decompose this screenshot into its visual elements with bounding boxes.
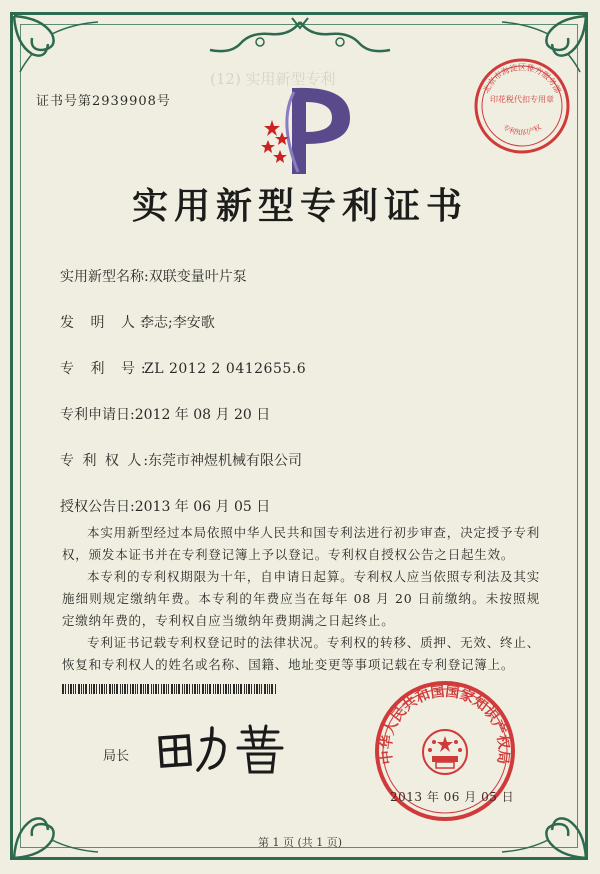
tax-stamp-seal: [472, 56, 572, 156]
top-seal-ring-text: 北京市海淀区雅方服务部: [481, 63, 563, 95]
field-filing-date: [60, 404, 270, 424]
field-utility-name: [60, 266, 247, 286]
body-paragraph: 本专利的专利权期限为十年，自申请日起算。专利权人应当依照专利法及其实施细则规定缴纳年费。本专利的年费应当在每年 08 月 20 日前缴纳。未按照规定缴纳年费的，专利权自应当缴纳年费期满之日起终止。: [62, 569, 540, 628]
field-patentee: [60, 450, 302, 470]
certificate-title: 实用新型专利证书: [131, 185, 468, 227]
top-seal-center-text: 印花税代扣专用章: [490, 95, 554, 104]
utility-name-value: 双联变量叶片泵: [148, 269, 247, 285]
utility-name-label: 实用新型名称:: [60, 269, 149, 285]
page-number: 第 1 页 (共 1 页): [257, 836, 343, 849]
patent-number-value: ZL 2012 2 0412655.6: [144, 361, 307, 377]
field-patent-number: [60, 358, 306, 378]
grant-date-label: 授权公告日:: [60, 499, 135, 515]
filing-date-label: 专利申请日:: [60, 407, 135, 423]
top-seal-bottom-text: 专利知识产权: [501, 123, 543, 138]
certificate-number: 证书号第2939908号: [36, 94, 171, 109]
patent-number-label: 专 利 号:: [60, 361, 152, 377]
field-grant-date: [60, 496, 270, 516]
director-label: 局长: [103, 749, 130, 764]
body-paragraph: 专利证书记载专利权登记时的法律状况。专利权的转移、质押、无效、终止、恢复和专利权人的姓名或名称、国籍、地址变更等事项记载在专利登记簿上。: [62, 635, 540, 672]
inventor-label: 发 明 人:: [60, 315, 152, 331]
filing-date-value: 2012 年 08 月 20 日: [134, 407, 271, 423]
corner-ornament-icon: [12, 14, 102, 74]
corner-ornament-icon: [12, 800, 102, 860]
big-seal-ring-text: 中华人民共和国国家知识产权局: [378, 683, 512, 766]
sipo-logo-icon: [258, 82, 358, 182]
top-scroll-ornament-icon: [200, 14, 400, 58]
patentee-value: 东莞市神煜机械有限公司: [148, 453, 302, 469]
grant-date-value: 2013 年 06 月 05 日: [134, 499, 271, 515]
inventor-value: 李志;李安歌: [140, 315, 215, 331]
patentee-label: 专 利 权 人:: [60, 453, 151, 469]
certificate-body: [62, 522, 540, 676]
national-emblem-icon: [423, 730, 467, 774]
barcode: [62, 684, 278, 694]
seal-date: 2013 年 06 月 05 日: [390, 790, 515, 804]
ghost-print: (12) 实用新型专利: [210, 70, 336, 88]
field-inventor: [60, 312, 215, 332]
body-paragraph: 本实用新型经过本局依照中华人民共和国专利法进行初步审查，决定授予专利权，颁发本证书并在专利登记簿上予以登记。专利权自授权公告之日起生效。: [62, 525, 540, 562]
director-signature: [150, 718, 290, 778]
